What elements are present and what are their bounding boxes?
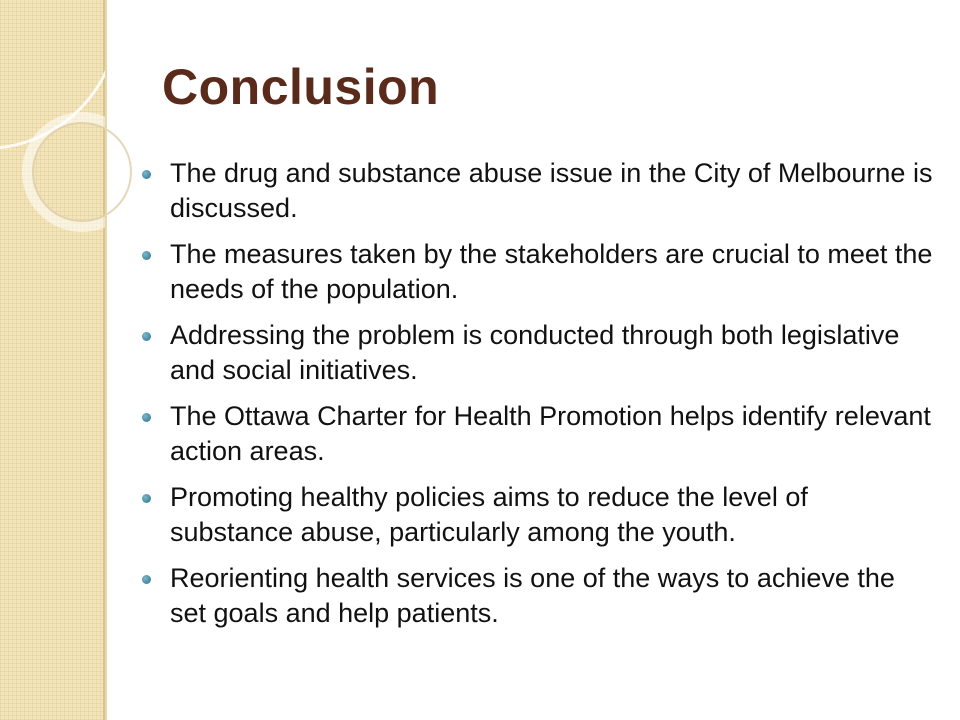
bullet-dot-icon [142, 251, 151, 260]
bullet-text: Reorienting health services is one of the ways to achieve the set goals and help patients. [170, 563, 895, 628]
decorative-ring [32, 122, 132, 222]
bullet-item [138, 318, 938, 388]
decorative-side-strip [0, 0, 105, 720]
bullet-text: The Ottawa Charter for Health Promotion helps identify relevant action areas. [170, 401, 931, 466]
bullet-text: The measures taken by the stakeholders are crucial to meet the needs of the population. [170, 239, 933, 304]
bullet-text: Addressing the problem is conducted through both legislative and social initiatives. [170, 320, 900, 385]
bullet-dot-icon [142, 575, 151, 584]
bullet-item [138, 561, 938, 631]
bullet-dot-icon [142, 494, 151, 503]
bullet-list [138, 156, 938, 642]
bullet-dot-icon [142, 413, 151, 422]
bullet-dot-icon [142, 332, 151, 341]
bullet-item [138, 480, 938, 550]
bullet-text: The drug and substance abuse issue in the City of Melbourne is discussed. [170, 158, 933, 223]
bullet-item [138, 156, 938, 226]
bullet-item [138, 237, 938, 307]
bullet-text: Promoting healthy policies aims to reduce the level of substance abuse, particularly among the youth. [170, 482, 808, 547]
slide-title: Conclusion [162, 59, 440, 115]
bullet-item [138, 399, 938, 469]
bullet-dot-icon [142, 170, 151, 179]
